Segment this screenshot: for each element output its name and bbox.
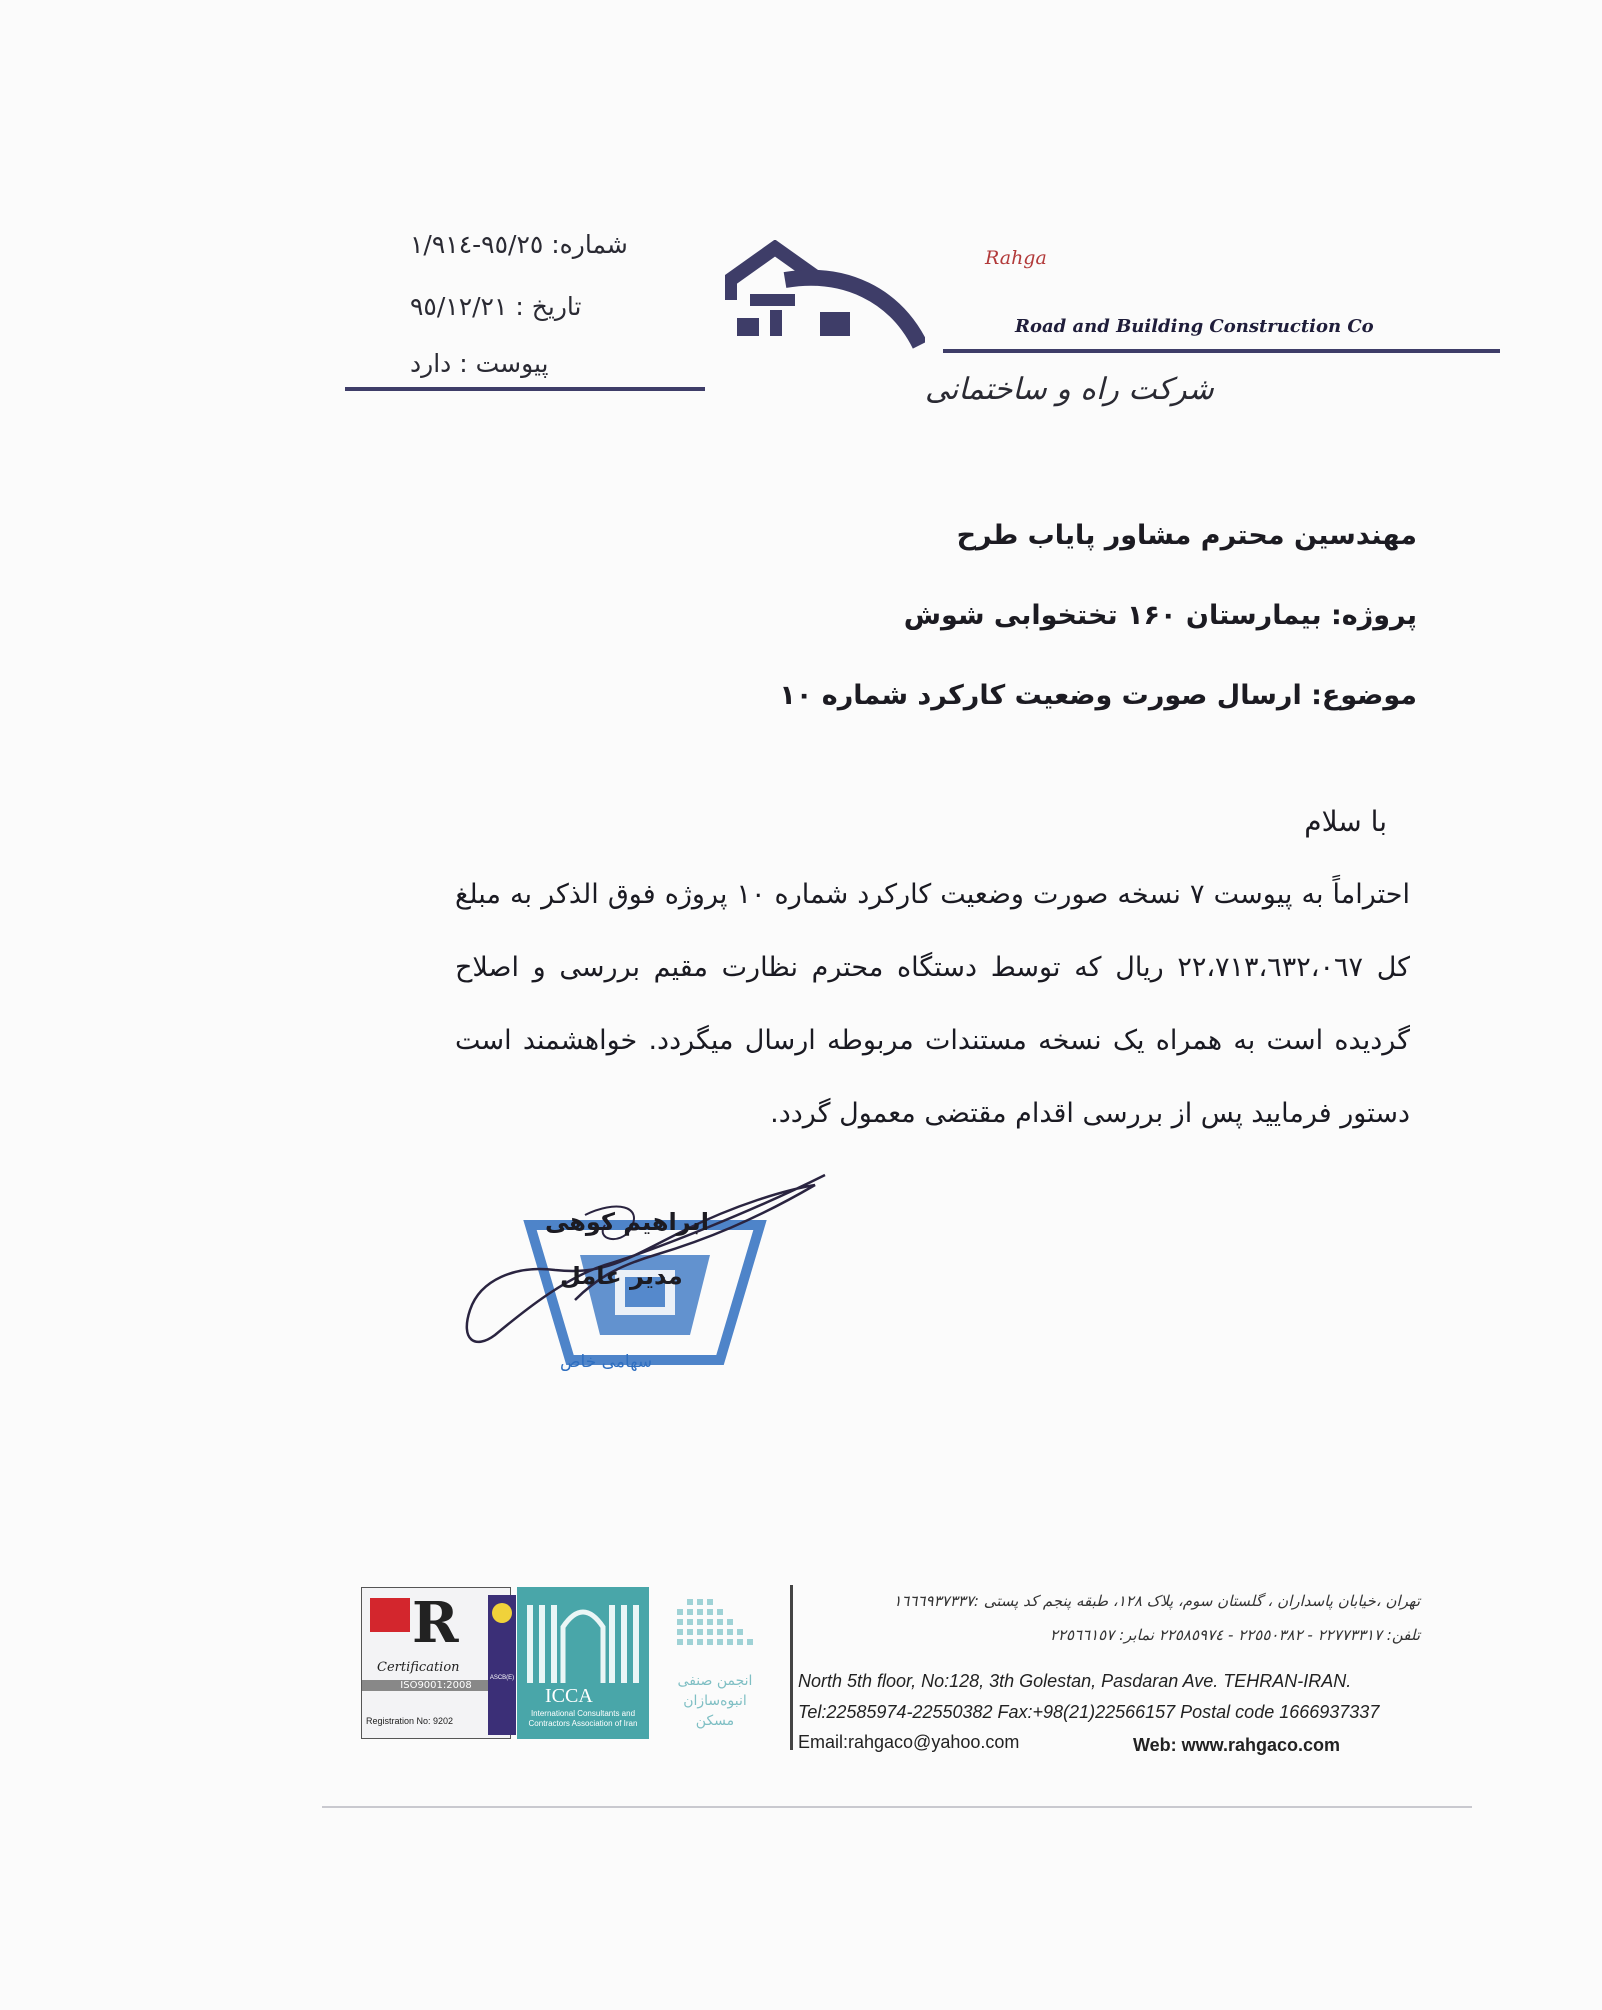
company-name-en: Road and Building Construction Co <box>1015 316 1374 337</box>
icca-logo <box>517 1587 649 1739</box>
company-logo <box>725 240 925 350</box>
recipient: مهندسین محترم مشاور پایاب طرح <box>956 520 1417 551</box>
address-fa: تهران ،خیابان پاسداران ، گلستان سوم، پلاک ١٢٨، طبقه پنجم کد پستی :١٦٦٦٩٣٧٣٣٧ <box>893 1592 1420 1610</box>
certification-logo: R Certification ISO9001:2008 Registration No: 9202 <box>361 1587 511 1739</box>
address-en: North 5th floor, No:128, 3th Golestan, Pasdaran Ave. TEHRAN-IRAN. <box>798 1671 1352 1691</box>
page-bottom-rule <box>322 1806 1472 1808</box>
contact-en: Tel:22585974-22550382 Fax:+98(21)22566157 Postal code 1666937337 <box>798 1702 1380 1722</box>
stamp-caption: سهامی خاص <box>560 1352 653 1372</box>
greeting: با سلام <box>1304 805 1387 838</box>
letter-number: شماره: ٩٥/٢٥-١/٩١٤ <box>410 230 628 259</box>
phone-fa: تلفن: ٢٢٧٧٣٣١٧ - ٢٢٥٥٠٣٨٢ - ٢٢٥٨٥٩٧٤ نمابر: ٢٢٥٦٦١٥٧ <box>1049 1626 1420 1644</box>
header-divider-right <box>943 349 1500 353</box>
header-divider-left <box>345 387 705 391</box>
letter-body: احتراماً به پیوست ٧ نسخه صورت وضعیت کارکرد شماره ١٠ پروژه فوق الذکر به مبلغ کل ٢٢،٧١٣،٦٣٢،٠٦٧ ریال که توسط دستگاه محترم نظارت مقیم بررسی و اصلاح گردیده است به همراه یک نسخه مستندات مربوطه ارسال میگردد. خواهشمند است دستور فرمایید پس از بررسی اقدام مقتضی معمول گردد. <box>455 879 1410 1129</box>
ascb-label: ASCB(E) <box>489 1675 515 1681</box>
registration-label: Registration No: 9202 <box>366 1716 454 1726</box>
icca-label: ICCA <box>545 1685 593 1707</box>
company-name-fa: شرکت راه و ساختمانی <box>925 372 1214 407</box>
letter-attachment: پیوست : دارد <box>410 349 549 378</box>
website-link[interactable]: Web: www.rahgaco.com <box>1133 1735 1341 1755</box>
logo-tagline: Rahga <box>985 247 1047 269</box>
iso-label: ISO9001:2008 <box>362 1680 510 1691</box>
cert-label: Certification <box>377 1660 460 1675</box>
email-link[interactable]: Email:rahgaco@yahoo.com <box>798 1732 1020 1752</box>
icca-caption: International Consultants and Contractors Association of Iran <box>528 1709 638 1728</box>
housing-association-label: انجمن صنفی انبوه‌سازان مسکن <box>677 1673 753 1729</box>
letter-date: تاریخ : ٩٥/١٢/٢١ <box>410 292 582 321</box>
ascb-logo <box>488 1595 516 1735</box>
signatory-title: مدیر عامل <box>560 1262 683 1290</box>
subject: موضوع: ارسال صورت وضعیت کارکرد شماره ۱۰ <box>779 680 1417 711</box>
footer-divider <box>790 1585 793 1750</box>
project: پروژه: بیمارستان ۱۶۰ تختخوابی شوش <box>903 600 1417 631</box>
signatory-name: ابراهیم کوهی <box>545 1208 709 1236</box>
housing-association-logo <box>665 1593 765 1733</box>
